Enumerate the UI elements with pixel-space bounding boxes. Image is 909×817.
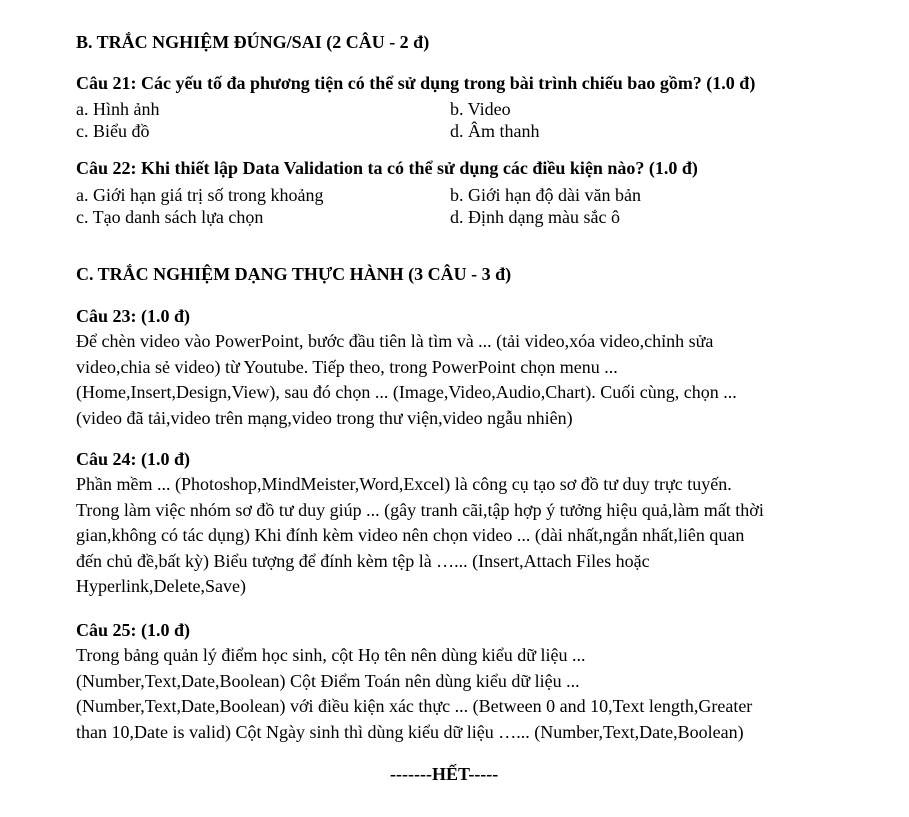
question-25-title: Câu 25: (1.0 đ): [76, 620, 191, 640]
question-24-line: Phần mềm ... (Photoshop,MindMeister,Word,Excel) là công cụ tạo sơ đồ tư duy trực tuyến.: [76, 474, 732, 494]
question-23-text: [76, 329, 836, 431]
question-23-line: video,chia sẻ video) từ Youtube. Tiếp theo, trong PowerPoint chọn menu ...: [76, 356, 618, 377]
section-c-title: C. TRẮC NGHIỆM DẠNG THỰC HÀNH (3 CÂU - 3 đ): [76, 264, 512, 284]
question-24-line: Hyperlink,Delete,Save): [76, 576, 246, 596]
question-22-option-d: d. Định dạng màu sắc ô: [450, 207, 620, 227]
question-24-title: Câu 24: (1.0 đ): [76, 449, 191, 469]
question-21-option-c: c. Biểu đồ: [76, 121, 150, 141]
end-mark: -------HẾT-----: [390, 764, 499, 784]
question-22-title: Câu 22: Khi thiết lập Data Validation ta có thể sử dụng các điều kiện nào? (1.0 đ): [76, 158, 698, 178]
question-22-option-c: c. Tạo danh sách lựa chọn: [76, 207, 264, 227]
question-23-line: (Home,Insert,Design,View), sau đó chọn ... (Image,Video,Audio,Chart). Cuối cùng, chọn ...: [76, 382, 737, 402]
question-24-line: đến chủ đề,bất kỳ) Biểu tượng để đính kèm tệp là …... (Insert,Attach Files hoặc: [76, 550, 650, 571]
question-25-line: (Number,Text,Date,Boolean) Cột Điểm Toán nên dùng kiểu dữ liệu ...: [76, 670, 580, 691]
question-25-line: than 10,Date is valid) Cột Ngày sinh thì dùng kiểu dữ liệu …... (Number,Text,Date,Boolean): [76, 721, 744, 742]
question-24-line: gian,không có tác dụng) Khi đính kèm video nên chọn video ... (dài nhất,ngắn nhất,liên quan: [76, 525, 745, 545]
question-21-option-d: d. Âm thanh: [450, 121, 540, 141]
question-24-text: [76, 472, 836, 600]
question-23-title: Câu 23: (1.0 đ): [76, 306, 191, 326]
question-23-line: Để chèn video vào PowerPoint, bước đầu tiên là tìm và ... (tải video,xóa video,chỉnh sửa: [76, 331, 714, 351]
question-25-text: [76, 643, 836, 745]
question-22-option-b: b. Giới hạn độ dài văn bản: [450, 185, 641, 205]
question-21-title: Câu 21: Các yếu tố đa phương tiện có thể sử dụng trong bài trình chiếu bao gồm? (1.0 đ): [76, 73, 756, 93]
question-25-line: Trong bảng quản lý điểm học sinh, cột Họ tên nên dùng kiểu dữ liệu ...: [76, 645, 586, 665]
question-22-option-a: a. Giới hạn giá trị số trong khoảng: [76, 185, 324, 205]
question-21-option-b: b. Video: [450, 99, 511, 119]
question-21-option-a: a. Hình ảnh: [76, 99, 160, 119]
question-25-line: (Number,Text,Date,Boolean) với điều kiện xác thực ... (Between 0 and 10,Text length,Greater: [76, 696, 753, 716]
question-23-line: (video đã tải,video trên mạng,video trong thư viện,video ngẫu nhiên): [76, 407, 573, 428]
section-b-title: B. TRẮC NGHIỆM ĐÚNG/SAI (2 CÂU - 2 đ): [76, 32, 430, 52]
question-24-line: Trong làm việc nhóm sơ đồ tư duy giúp ... (gây tranh cãi,tập hợp ý tưởng hiệu quả,làm mất thời: [76, 499, 764, 520]
